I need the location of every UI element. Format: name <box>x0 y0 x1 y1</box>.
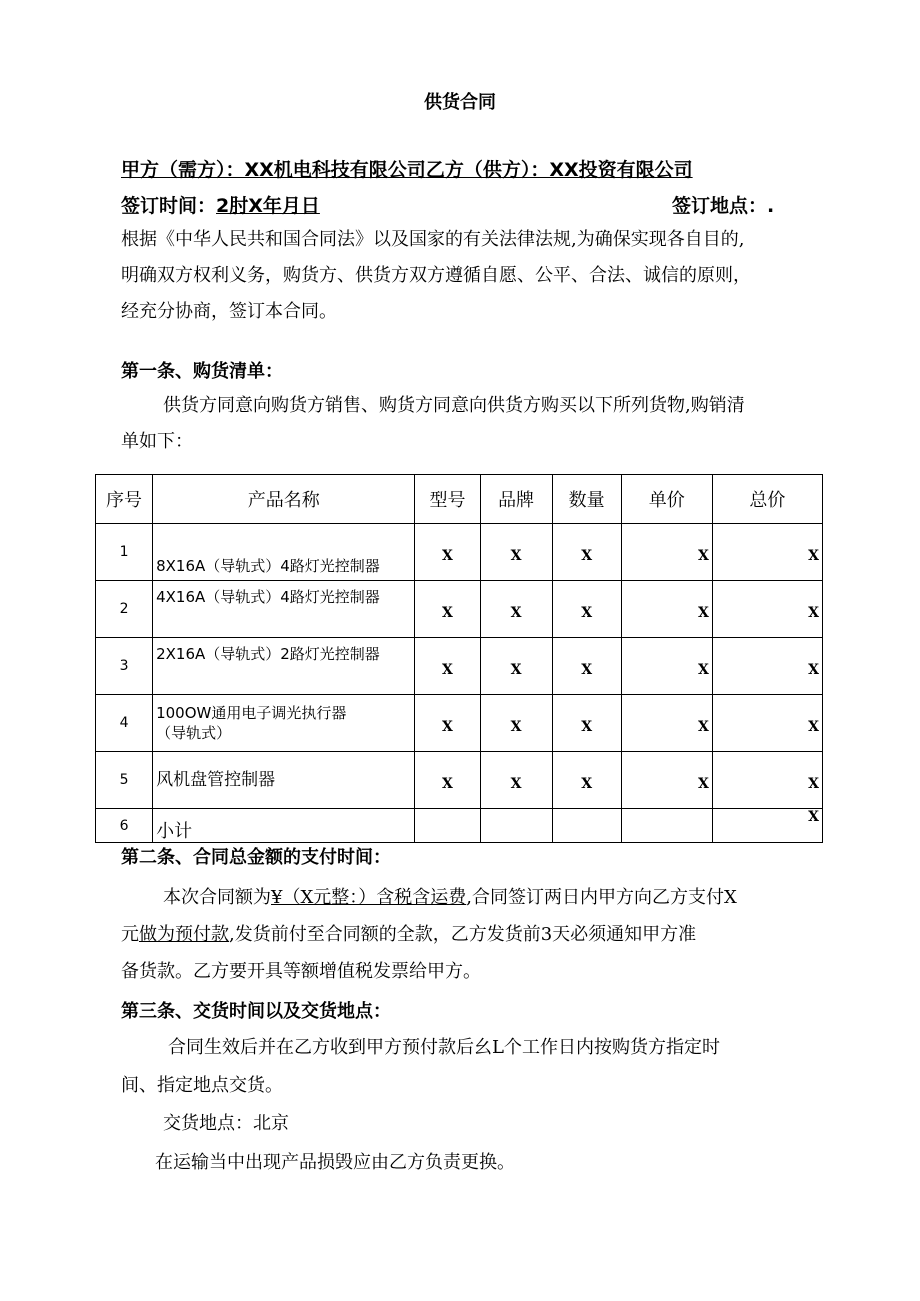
empty-cell <box>480 809 552 843</box>
delivery-place: 交货地点：北京 <box>163 1113 289 1134</box>
subtotal-row <box>96 809 823 843</box>
brand-cell: X <box>480 581 552 638</box>
unit-price-cell: X <box>621 752 712 809</box>
section1-heading: 第一条、购货清单： <box>121 361 283 382</box>
intro-line: 经充分协商，签订本合同。 <box>121 301 337 322</box>
subtotal-total: X <box>712 809 822 843</box>
model-cell: X <box>415 638 480 695</box>
col-header-index: 序号 <box>96 475 153 524</box>
row-index: 4 <box>96 695 153 752</box>
section2-line2 <box>121 917 696 953</box>
col-header-total: 总价 <box>712 475 822 524</box>
text-span: ,发货前付至合同额的全款，乙方发货前3天必须通知甲方准 <box>229 924 697 945</box>
model-cell: X <box>415 581 480 638</box>
goods-table <box>95 474 823 843</box>
product-name: 风机盘管控制器 <box>153 752 415 809</box>
product-name-line: （导轨式） <box>156 724 232 742</box>
product-name <box>153 695 415 752</box>
section1-line1: 供货方同意向购货方销售、购货方同意向供货方购买以下所列货物,购销清 <box>163 395 745 416</box>
table-row <box>96 581 823 638</box>
unit-price-cell: X <box>621 524 712 581</box>
section2-line1 <box>163 880 737 916</box>
product-name-line: 100OW通用电子调光执行器 <box>156 704 347 722</box>
product-name: 4X16A（导轨式）4路灯光控制器 <box>153 581 415 638</box>
intro-line: 根据《中华人民共和国合同法》以及国家的有关法律法规,为确保实现各自目的, <box>121 229 745 250</box>
qty-cell: X <box>552 581 621 638</box>
total-cell: X <box>712 638 822 695</box>
qty-cell: X <box>552 752 621 809</box>
brand-cell: X <box>480 638 552 695</box>
sign-time-label: 签订时间： <box>121 195 217 217</box>
document-title: 供货合同 <box>424 92 496 113</box>
brand-cell: X <box>480 695 552 752</box>
party-a: 甲方（需方）：XX机电科技有限公司 <box>121 159 426 181</box>
col-header-unit-price: 单价 <box>621 475 712 524</box>
text-span: 元 <box>121 924 139 945</box>
text-span: 本次合同额为 <box>163 887 271 908</box>
table-row <box>96 695 823 752</box>
model-cell: X <box>415 524 480 581</box>
prepayment: 做为预付款 <box>139 924 229 945</box>
model-cell: X <box>415 695 480 752</box>
qty-cell: X <box>552 695 621 752</box>
total-cell: X <box>712 752 822 809</box>
subtotal-label: 小计 <box>153 809 415 843</box>
empty-cell <box>415 809 480 843</box>
row-index: 5 <box>96 752 153 809</box>
total-cell: X <box>712 581 822 638</box>
total-cell: X <box>712 524 822 581</box>
total-cell: X <box>712 695 822 752</box>
col-header-model: 型号 <box>415 475 480 524</box>
row-index: 2 <box>96 581 153 638</box>
empty-cell <box>621 809 712 843</box>
product-name: 2X16A（导轨式）2路灯光控制器 <box>153 638 415 695</box>
sign-place: 签订地点：. <box>672 195 775 217</box>
col-header-brand: 品牌 <box>480 475 552 524</box>
intro-line: 明确双方权利义务，购货方、供货方双方遵循自愿、公平、合法、诚信的原则， <box>121 265 751 286</box>
row-index: 1 <box>96 524 153 581</box>
row-index: 3 <box>96 638 153 695</box>
brand-cell: X <box>480 752 552 809</box>
section2-heading: 第二条、合同总金额的支付时间： <box>121 847 391 868</box>
section1-line2: 单如下： <box>121 431 193 452</box>
intro-paragraph <box>121 222 751 330</box>
row-index: 6 <box>96 809 153 843</box>
parties-line <box>121 155 693 182</box>
party-b: 乙方（供方）：XX投资有限公司 <box>425 159 693 181</box>
sign-time-value: 2肘X年月日 <box>216 195 320 217</box>
empty-cell <box>552 809 621 843</box>
col-header-qty: 数量 <box>552 475 621 524</box>
unit-price-cell: X <box>621 695 712 752</box>
contract-amount: ¥（X元整：）含税含运费 <box>271 887 467 908</box>
col-header-name: 产品名称 <box>153 475 415 524</box>
product-name: 8X16A（导轨式）4路灯光控制器 <box>153 524 415 581</box>
table-row <box>96 524 823 581</box>
section3-line2: 间、指定地点交货。 <box>121 1075 283 1096</box>
table-header-row <box>96 475 823 524</box>
text-span: ,合同签订两日内甲方向乙方支付X <box>466 887 737 908</box>
qty-cell: X <box>552 524 621 581</box>
section3-line1: 合同生效后并在乙方收到甲方预付款后幺L个工作日内按购货方指定时 <box>168 1037 720 1058</box>
sign-time <box>121 191 320 218</box>
unit-price-cell: X <box>621 638 712 695</box>
qty-cell: X <box>552 638 621 695</box>
unit-price-cell: X <box>621 581 712 638</box>
brand-cell: X <box>480 524 552 581</box>
table-row <box>96 638 823 695</box>
table-row <box>96 752 823 809</box>
section2-line3: 备货款。乙方要开具等额增值税发票给甲方。 <box>121 961 481 982</box>
section3-heading: 第三条、交货时间以及交货地点： <box>121 1001 391 1022</box>
model-cell: X <box>415 752 480 809</box>
damage-clause: 在运输当中出现产品损毁应由乙方负责更换。 <box>155 1152 515 1173</box>
